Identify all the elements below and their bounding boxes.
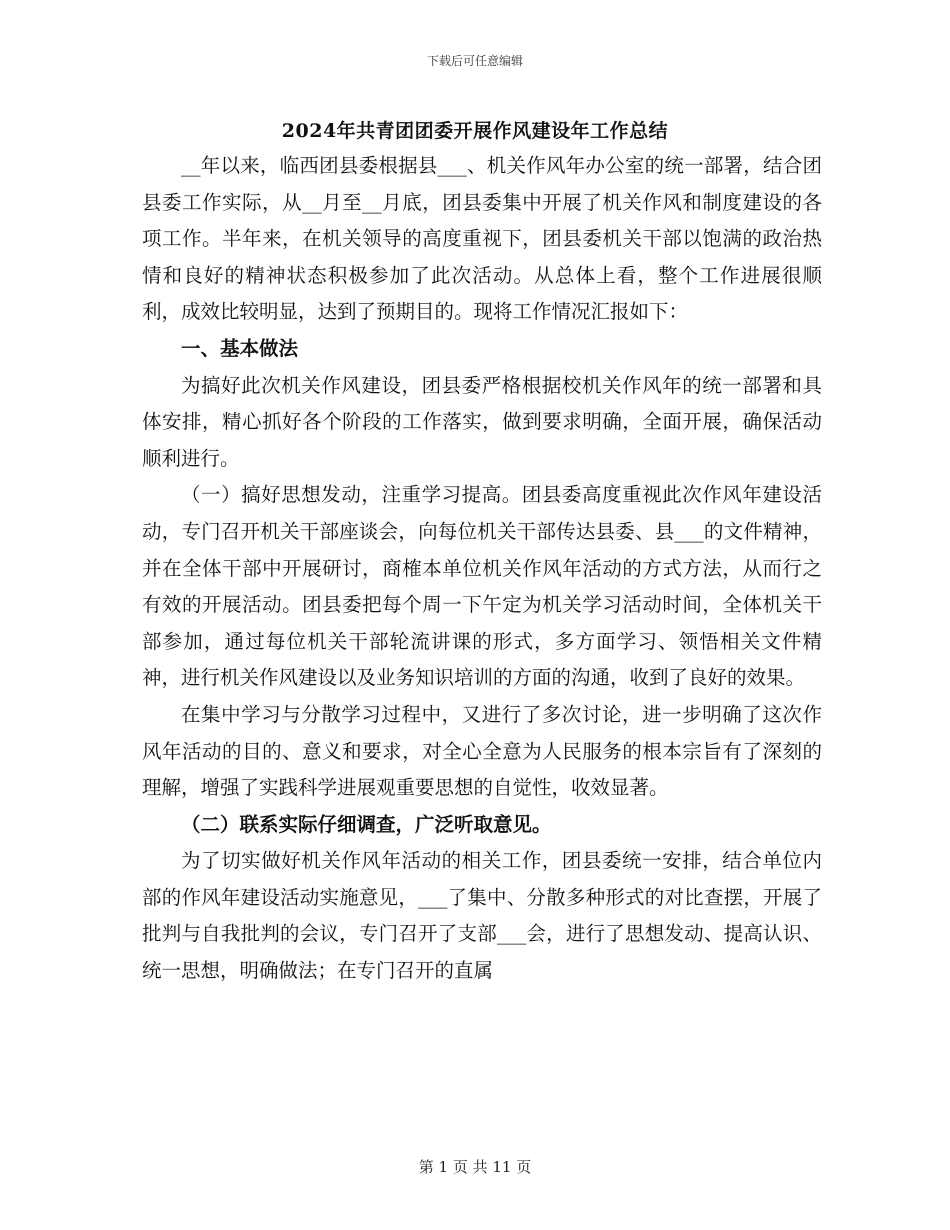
paragraph-section-intro: 为搞好此次机关作风建设，团县委严格根据校机关作风年的统一部署和具体安排，精心抓好各个阶段的工作落实，做到要求明确，全面开展，确保活动顺利进行。 [142,373,822,470]
paragraph-subsection-1: （一）搞好思想发动，注重学习提高。团县委高度重视此次作风年建设活动，专门召开机关干部座谈会，向每位机关干部传达县委、县___的文件精神，并在全体干部中开展研讨，商榷本单位机关作风年活动的方式方法，从而行之有效的开展活动。团县委把每个周一下午定为机关学习活动时间，全体机关干部参加，通过每位机关干部轮流讲课的形式，多方面学习、领悟相关文件精神，进行机关作风建设以及业务知识培训的方面的沟通，收到了良好的效果。 [142,483,822,690]
page-header-note: 下载后可任意编辑 [426,54,523,68]
section-heading-basic-methods: 一、基本做法 [181,336,299,360]
paragraph-subsection-2: 为了切实做好机关作风年活动的相关工作，团县委统一安排，结合单位内部的作风年建设活动实施意见，___了集中、分散多种形式的对比查摆，开展了批判与自我批判的会议，专门召开了支部___会，进行了思想发动、提高认识、统一思想，明确做法；在专门召开的直属 [142,849,822,983]
paragraph-intro: __年以来，临西团县委根据县___、机关作风年办公室的统一部署，结合团县委工作实际，从__月至__月底，团县委集中开展了机关作风和制度建设的各项工作。半年来，在机关领导的高度重视下，团县委机关干部以饱满的政治热情和良好的精神状态积极参加了此次活动。从总体上看，整个工作进展很顺利，成效比较明显，达到了预期目的。现将工作情况汇报如下： [142,154,822,324]
paragraph-discussion: 在集中学习与分散学习过程中，又进行了多次讨论，进一步明确了这次作风年活动的目的、意义和要求，对全心全意为人民服务的根本宗旨有了深刻的理解，增强了实践科学进展观重要思想的自觉性，收效显著。 [142,702,822,800]
document-title: 2024年共青团团委开展作风建设年工作总结 [281,120,669,142]
document-body [142,148,822,990]
subsection-heading-2: （二）联系实际仔细调查，广泛听取意见。 [181,812,552,836]
page-number: 第 1 页 共 11 页 [418,1158,532,1176]
